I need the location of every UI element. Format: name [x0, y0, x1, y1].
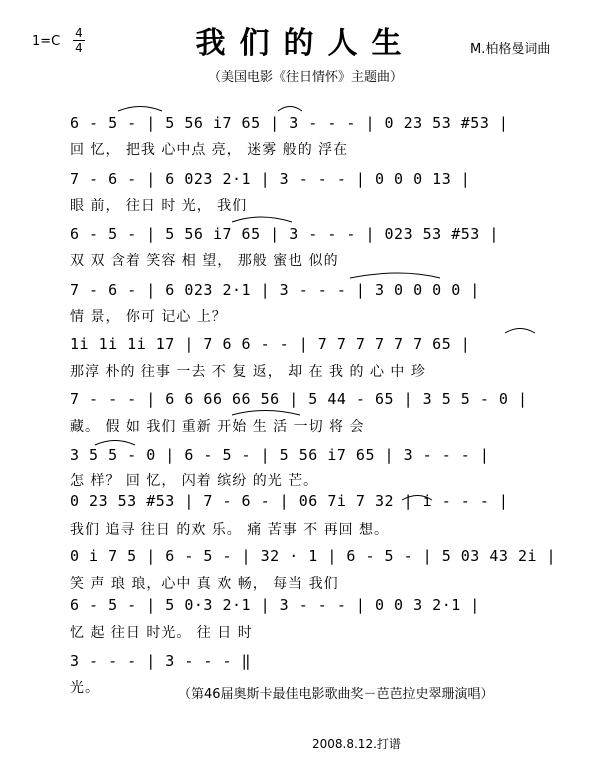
song-title: 我们的人生	[195, 26, 416, 61]
notation-line-7: 3 5 5 - 0 | 6 - 5 - | 5 56 i7 65 | 3 - - - |	[70, 446, 490, 464]
lyric-line-11: 光。	[70, 680, 100, 696]
lyric-line-1: 回 忆， 把我 心中点 亮， 迷雾 般的 浮在	[70, 142, 349, 158]
lyric-line-6: 藏。 假 如 我们 重新 开始 生 活 一切 将 会	[70, 419, 365, 435]
notation-line-1: 6 - 5 - | 5 56 i7 65 | 3 - - - | 0 23 53 #53 |	[70, 114, 509, 132]
notation-line-9: 0 i 7 5 | 6 - 5 - | 32 · 1 | 6 - 5 - | 5 03 43 2i |	[70, 547, 557, 565]
slur	[118, 107, 162, 112]
lyric-line-10: 忆 起 往日 时光。 往 日 时	[70, 625, 253, 641]
time-signature-top: 4	[75, 26, 83, 40]
slur	[350, 273, 440, 278]
award-footnote: （第46届奥斯卡最佳电影歌曲奖－芭芭拉史翠珊演唱）	[178, 687, 494, 702]
song-subtitle: （美国电影《往日情怀》主题曲）	[207, 70, 403, 85]
slur	[505, 329, 535, 334]
notation-line-4: 7 - 6 - | 6 023 2·1 | 3 - - - | 3 0 0 0 0 |	[70, 281, 480, 299]
lyric-line-9: 笑 声 琅 琅，心中 真 欢 畅， 每当 我们	[70, 576, 339, 592]
lyric-line-7: 怎 样？ 回 忆， 闪着 缤纷 的光 芒。	[70, 473, 319, 489]
slur	[278, 107, 302, 112]
notation-line-5: 1i 1i 1i 17 | 7 6 6 - - | 7 7 7 7 7 7 65 |	[70, 335, 471, 353]
lyric-line-3: 双 双 含着 笑容 相 望， 那般 蜜也 似的	[70, 253, 339, 269]
transcription-date: 2008.8.12.打谱	[312, 737, 401, 751]
lyric-line-2: 眼 前， 往日 时 光， 我们	[70, 198, 248, 214]
song-credit: M.柏格曼词曲	[470, 42, 551, 57]
notation-line-8: 0 23 53 #53 | 7 - 6 - | 06 7i 7 32 | i - - - |	[70, 492, 509, 510]
notation-line-6: 7 - - - | 6 6 66 66 56 | 5 44 - 65 | 3 5 5 - 0 |	[70, 390, 528, 408]
notation-line-2: 7 - 6 - | 6 023 2·1 | 3 - - - | 0 0 0 13 |	[70, 170, 471, 188]
lyric-line-4: 情 景， 你可 记心 上？	[70, 309, 227, 325]
time-signature-bottom: 4	[75, 41, 83, 55]
lyric-line-8: 我们 追寻 往日 的欢 乐。 痛 苦事 不 再回 想。	[70, 522, 390, 538]
slur	[95, 441, 135, 446]
notation-line-3: 6 - 5 - | 5 56 i7 65 | 3 - - - | 023 53 #53 |	[70, 225, 499, 243]
key-signature: 1=C	[32, 34, 61, 49]
notation-line-10: 6 - 5 - | 5 0·3 2·1 | 3 - - - | 0 0 3 2·1 |	[70, 596, 480, 614]
lyric-line-5: 那淳 朴的 往事 一去 不 复 返， 却 在 我 的 心 中 珍	[70, 364, 426, 380]
slur	[232, 411, 300, 416]
slur	[232, 217, 292, 222]
notation-line-11: 3 - - - | 3 - - - ‖	[70, 652, 252, 670]
